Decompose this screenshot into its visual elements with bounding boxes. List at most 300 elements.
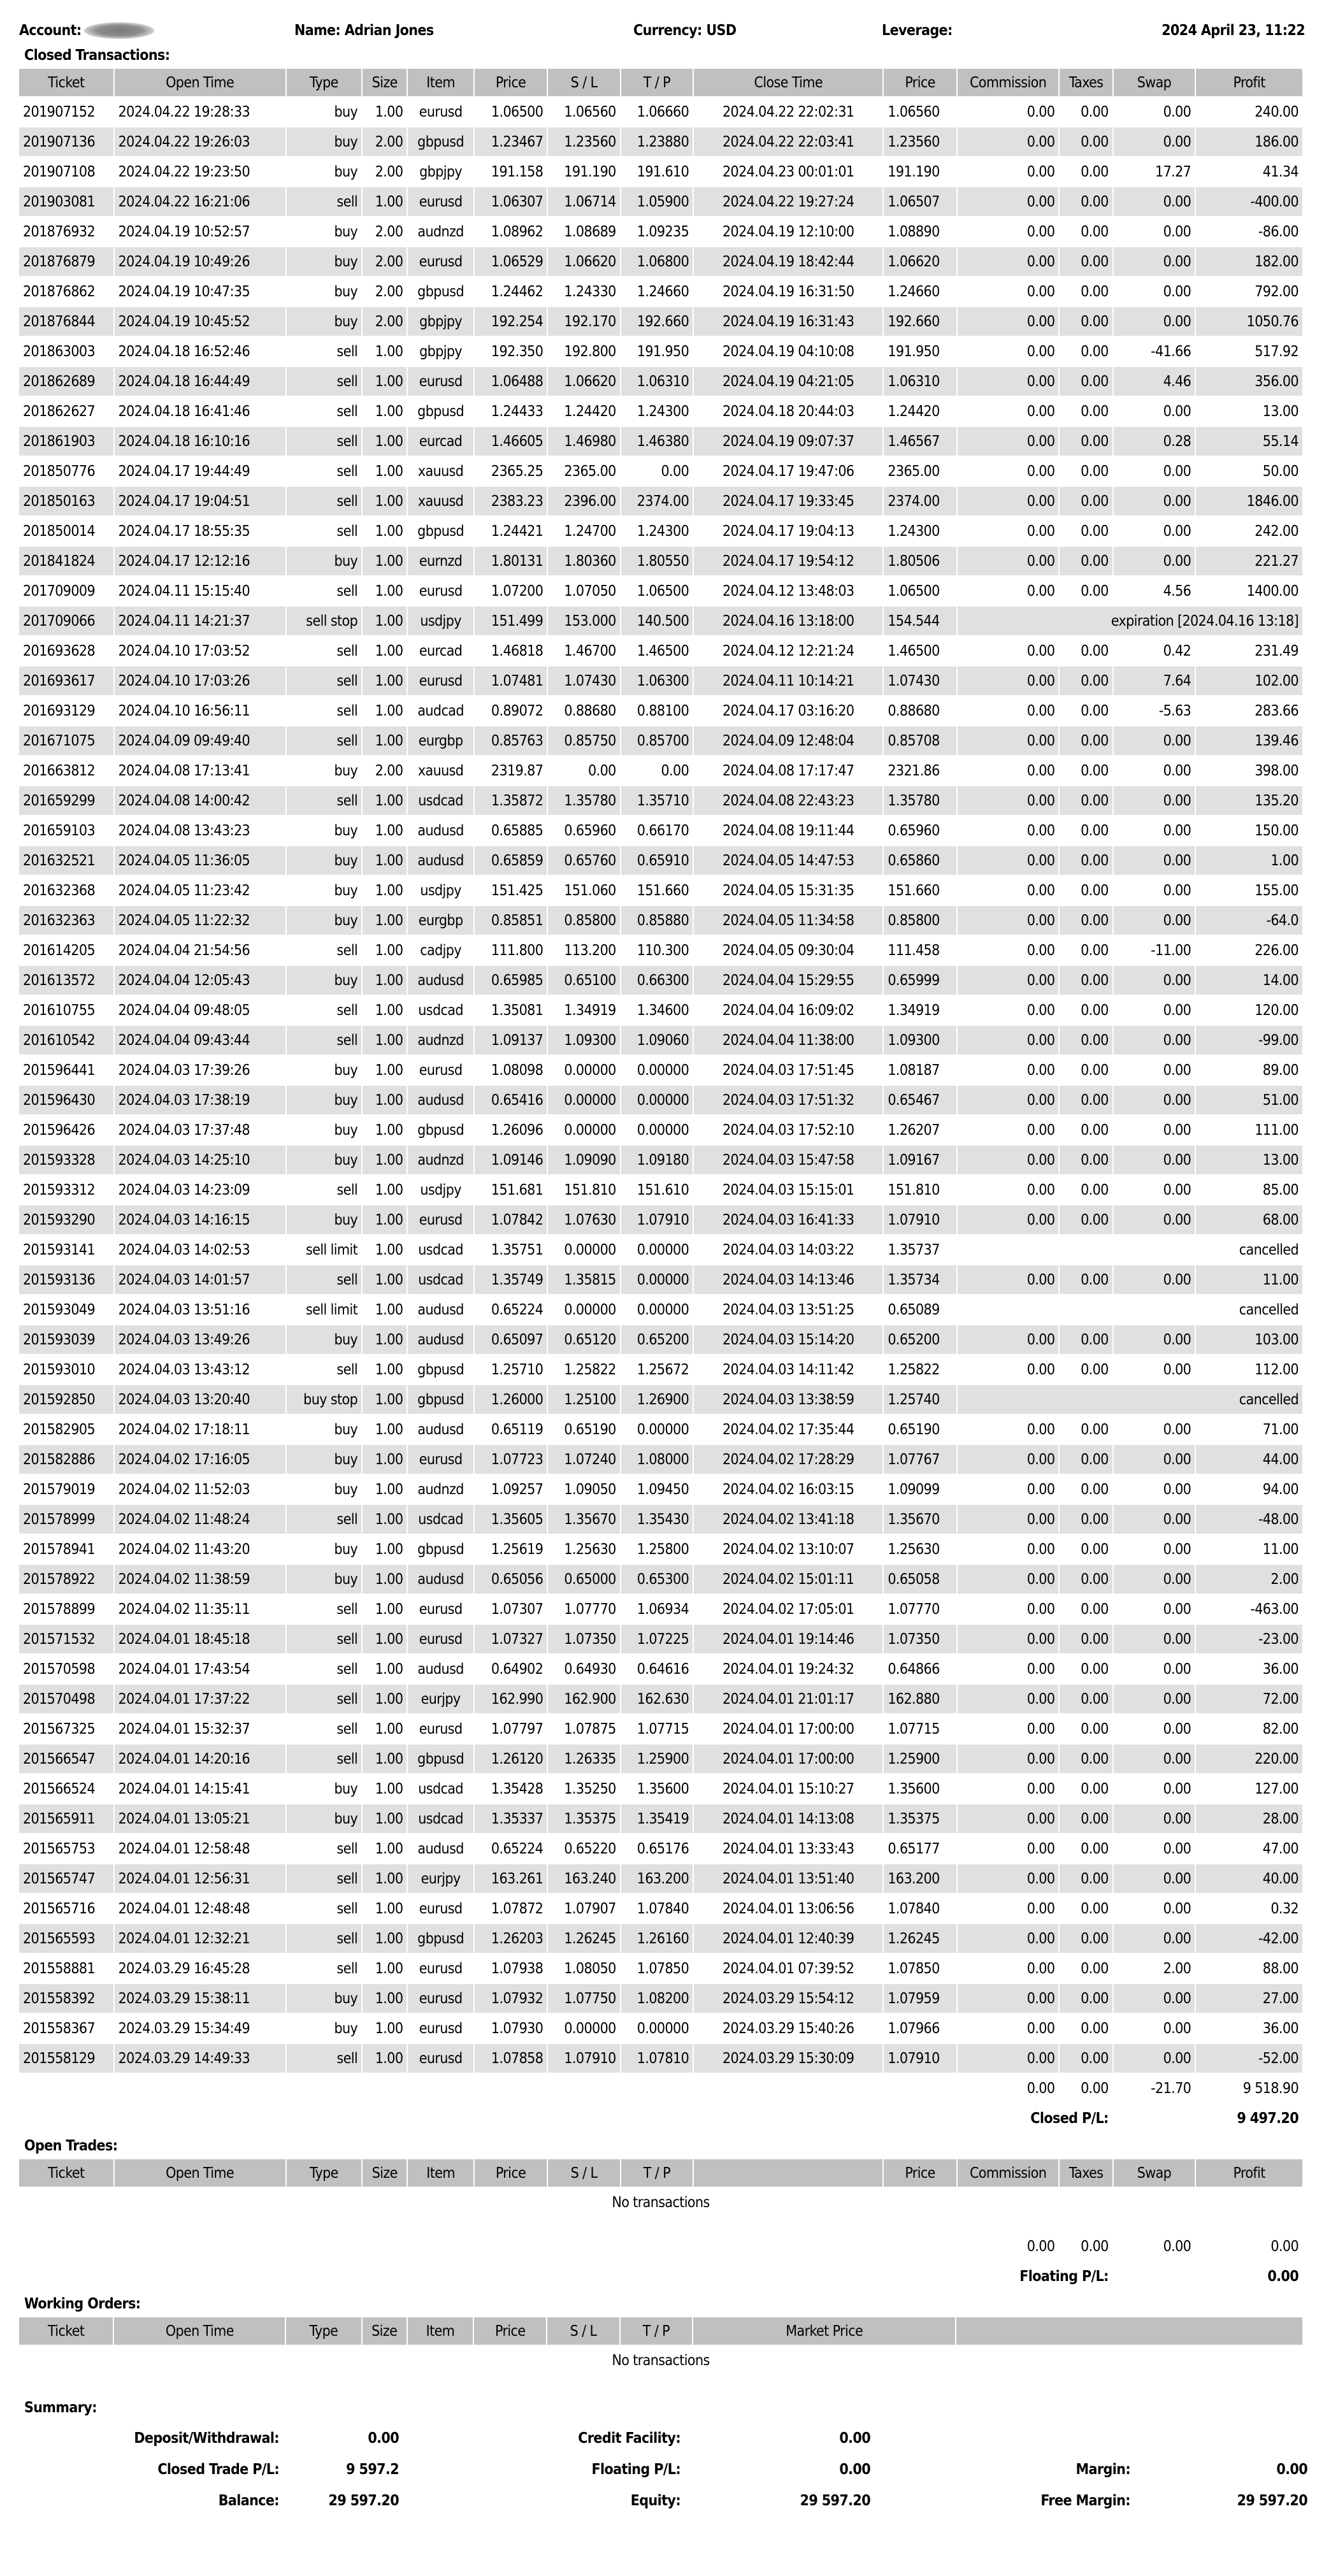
- cell-close-price: 1.25740: [884, 1385, 956, 1414]
- cell-stop-loss: 113.200: [564, 942, 616, 959]
- cell-taxes: 0.00: [1081, 283, 1109, 300]
- cell-ticket: 201850163: [19, 487, 113, 515]
- cell-open-time: 2024.04.02 11:43:20: [118, 1541, 250, 1558]
- cell-ticket: 201850776: [23, 463, 96, 480]
- transaction-row: [19, 1774, 1302, 1803]
- cell-commission: 0.00: [958, 1325, 1059, 1354]
- transaction-row: [19, 1325, 1302, 1354]
- cell-item: audusd: [408, 966, 473, 995]
- cell-ticket: 201659103: [23, 822, 96, 839]
- cell-close-price: 1.24300: [888, 522, 940, 540]
- cell-commission: 0.00: [1026, 1541, 1055, 1558]
- cell-close-time: 2024.04.12 13:48:03: [722, 582, 854, 600]
- closed-col-header: Type: [287, 69, 361, 96]
- cell-type: buy: [287, 307, 361, 336]
- closed-col-header: Price: [475, 69, 547, 96]
- cell-stop-loss: 0.00000: [564, 1301, 616, 1318]
- cell-stop-loss: 1.35375: [548, 1804, 619, 1833]
- cell-profit: 85.00: [1262, 1181, 1299, 1198]
- cell-ticket: 201632368: [23, 882, 96, 899]
- cell-swap: 0.00: [1114, 547, 1195, 575]
- cell-close-price: 154.544: [884, 607, 956, 635]
- cell-item: xauusd: [417, 762, 464, 779]
- cell-item: audusd: [417, 1421, 464, 1438]
- cell-ticket: 201709066: [19, 607, 113, 635]
- working-empty-row: [19, 2346, 1302, 2375]
- cell-profit: -64.0: [1196, 906, 1302, 935]
- cell-take-profit: 1.26900: [621, 1385, 693, 1414]
- cell-type: sell: [287, 187, 361, 216]
- cell-taxes: 0.00: [1060, 666, 1112, 695]
- cell-type: buy: [334, 1421, 358, 1438]
- cell-take-profit: 1.25800: [637, 1541, 689, 1558]
- open-table-header: [19, 2159, 1302, 2187]
- cell-item: eurusd: [419, 1601, 463, 1618]
- cell-taxes: 0.00: [1081, 1002, 1109, 1019]
- cell-close-time: 2024.04.11 10:14:21: [694, 666, 882, 695]
- cell-item: audnzd: [408, 1146, 473, 1174]
- cell-profit: 120.00: [1255, 1002, 1299, 1019]
- cell-commission: 0.00: [958, 1086, 1059, 1114]
- closed-transactions-title: Closed Transactions:: [24, 47, 170, 64]
- transaction-row: [19, 1984, 1302, 2013]
- cell-ticket: 201907108: [23, 163, 96, 180]
- cell-taxes: 0.00: [1081, 582, 1109, 600]
- cell-type: sell: [287, 487, 361, 515]
- cell-close-time: 2024.04.01 12:40:39: [694, 1924, 882, 1953]
- cell-open-time: 2024.04.03 13:43:12: [118, 1361, 250, 1378]
- cell-commission: 0.00: [1026, 522, 1055, 540]
- cell-stop-loss: 1.07630: [548, 1205, 619, 1234]
- balance-value: 29 597.20: [328, 2492, 399, 2509]
- cell-commission: 0.00: [958, 786, 1059, 815]
- cell-close-price: 0.65999: [884, 966, 956, 995]
- cell-take-profit: 110.300: [637, 942, 689, 959]
- cell-swap: 0.00: [1114, 1146, 1195, 1174]
- cell-profit: 71.00: [1262, 1421, 1299, 1438]
- cell-stop-loss: 0.88680: [564, 702, 616, 719]
- cell-type: sell: [287, 2044, 361, 2073]
- cell-taxes: 0.00: [1060, 1265, 1112, 1294]
- cell-commission: 0.00: [1026, 762, 1055, 779]
- cell-item: eurnzd: [408, 547, 473, 575]
- cell-type: sell: [287, 1745, 361, 1773]
- cell-taxes: 0.00: [1060, 1924, 1112, 1953]
- cell-close-price: 0.85708: [884, 726, 956, 755]
- cell-open-price: 1.24462: [491, 283, 543, 300]
- cell-open-time: 2024.04.01 12:48:48: [118, 1900, 250, 1917]
- cell-open-price: 1.08962: [491, 223, 543, 240]
- cell-size: 1.00: [363, 547, 407, 575]
- cell-open-price: 1.35605: [475, 1505, 547, 1534]
- cell-take-profit: 0.85700: [621, 726, 693, 755]
- cell-size: 1.00: [375, 1481, 403, 1498]
- cell-open-price: 1.23467: [475, 127, 547, 156]
- cell-take-profit: 1.34600: [637, 1002, 689, 1019]
- cell-commission: 0.00: [1026, 882, 1055, 899]
- cell-stop-loss: 1.09300: [548, 1026, 619, 1054]
- cell-close-price: 2374.00: [884, 487, 956, 515]
- cell-take-profit: 1.46380: [621, 427, 693, 456]
- cell-ticket: 201571532: [19, 1625, 113, 1653]
- cell-open-time: 2024.04.18 16:41:46: [118, 403, 250, 420]
- closed-table-header: [19, 69, 1302, 96]
- cell-swap: 0.00: [1163, 1002, 1191, 1019]
- cell-open-time: 2024.04.05 11:23:42: [118, 882, 250, 899]
- cell-item: audusd: [417, 1840, 464, 1857]
- cell-ticket: 201592850: [19, 1385, 113, 1414]
- cell-taxes: 0.00: [1060, 127, 1112, 156]
- cell-profit: -42.00: [1196, 1924, 1302, 1953]
- cell-item: usdcad: [408, 1505, 473, 1534]
- cell-open-time: 2024.04.08 13:43:23: [118, 822, 250, 839]
- cell-take-profit: 0.65176: [637, 1840, 689, 1857]
- cell-item: gbpusd: [408, 1745, 473, 1773]
- cell-close-price: 0.85800: [884, 906, 956, 935]
- cell-stop-loss: 0.85750: [548, 726, 619, 755]
- closed-col-header: Item: [408, 69, 473, 96]
- open-col-header: Type: [287, 2159, 361, 2187]
- cell-open-time: 2024.04.03 14:23:09: [118, 1181, 250, 1198]
- cell-take-profit: 1.35430: [621, 1505, 693, 1534]
- cell-close-time: 2024.04.22 22:02:31: [722, 103, 854, 120]
- cell-close-time: 2024.04.16 13:18:00: [694, 607, 882, 635]
- cell-type: sell: [287, 427, 361, 456]
- cell-profit: 82.00: [1262, 1720, 1299, 1738]
- closed-pl-row: [19, 2104, 1302, 2133]
- cell-take-profit: 191.950: [637, 343, 689, 360]
- cell-type: buy: [334, 1780, 358, 1797]
- cell-close-price: 1.07910: [884, 2044, 956, 2073]
- cell-ticket: 201558367: [23, 2020, 96, 2037]
- cell-stop-loss: 1.09050: [564, 1481, 616, 1498]
- cell-taxes: 0.00: [1081, 882, 1109, 899]
- cell-take-profit: 0.00000: [637, 1121, 689, 1139]
- cell-taxes: 0.00: [1081, 1960, 1109, 1977]
- open-total-swap: 0.00: [1163, 2238, 1191, 2255]
- cell-close-price: 1.25822: [888, 1361, 940, 1378]
- cell-take-profit: 1.07840: [637, 1900, 689, 1917]
- cell-open-price: 1.06529: [475, 247, 547, 276]
- cell-open-price: 0.65056: [475, 1565, 547, 1594]
- cell-commission: 0.00: [1026, 702, 1055, 719]
- cell-swap: 0.00: [1114, 247, 1195, 276]
- cell-open-price: 0.65859: [475, 846, 547, 875]
- cell-close-time: 2024.04.01 19:14:46: [694, 1625, 882, 1653]
- cell-ticket: 201578941: [23, 1541, 96, 1558]
- cell-open-time: 2024.04.05 11:36:05: [115, 846, 285, 875]
- cell-swap: 0.00: [1114, 487, 1195, 515]
- cell-close-time: 2024.04.02 13:10:07: [722, 1541, 854, 1558]
- cell-swap: 0.00: [1163, 1660, 1191, 1678]
- cell-item: eurusd: [419, 1061, 463, 1079]
- cell-open-price: 1.07723: [475, 1445, 547, 1474]
- cell-swap: 0.00: [1163, 1780, 1191, 1797]
- cell-close-price: 1.34919: [888, 1002, 940, 1019]
- cell-commission: 0.00: [958, 307, 1059, 336]
- cell-ticket: 201632363: [19, 906, 113, 935]
- cell-type: buy stop: [287, 1385, 361, 1414]
- cell-close-time: 2024.04.03 15:47:58: [694, 1146, 882, 1174]
- cell-taxes: 0.00: [1060, 846, 1112, 875]
- cell-profit: 155.00: [1255, 882, 1299, 899]
- cell-close-time: 2024.04.19 16:31:50: [722, 283, 854, 300]
- summary-row-3: [19, 2486, 1311, 2515]
- transaction-row: [19, 127, 1302, 156]
- transaction-row: [19, 1834, 1302, 1863]
- cell-stop-loss: 1.25100: [548, 1385, 619, 1414]
- cell-close-price: 0.65089: [888, 1301, 940, 1318]
- cell-close-price: 0.65960: [888, 822, 940, 839]
- cell-item: eurgbp: [408, 726, 473, 755]
- cell-stop-loss: 1.07240: [548, 1445, 619, 1474]
- cell-close-time: 2024.04.02 15:01:11: [694, 1565, 882, 1594]
- cell-open-price: 1.07200: [491, 582, 543, 600]
- open-empty-message: No transactions: [612, 2194, 710, 2211]
- cell-take-profit: 0.00000: [637, 1421, 689, 1438]
- cell-type: buy: [334, 2020, 358, 2037]
- cell-type: buy: [334, 1541, 358, 1558]
- closed-col-header: Taxes: [1060, 69, 1112, 96]
- cell-size: 1.00: [363, 487, 407, 515]
- transaction-row: [19, 1205, 1302, 1234]
- cell-open-price: 1.07930: [491, 2020, 543, 2037]
- cell-type: sell: [287, 1265, 361, 1294]
- cell-swap: 0.00: [1163, 1541, 1191, 1558]
- cell-swap: 0.00: [1163, 1181, 1191, 1198]
- cell-close-price: 0.65467: [884, 1086, 956, 1114]
- cell-profit: 1.00: [1196, 846, 1302, 875]
- cell-swap: 0.00: [1163, 283, 1191, 300]
- cell-ticket: 201570598: [23, 1660, 96, 1678]
- cell-open-time: 2024.04.01 12:58:48: [118, 1840, 250, 1857]
- cell-open-price: 0.85763: [475, 726, 547, 755]
- cell-ticket: 201558129: [19, 2044, 113, 2073]
- cell-profit: 47.00: [1262, 1840, 1299, 1857]
- cell-take-profit: 0.00000: [637, 1241, 689, 1258]
- cell-type: buy: [334, 1121, 358, 1139]
- cell-size: 1.00: [375, 1960, 403, 1977]
- cell-commission: 0.00: [958, 187, 1059, 216]
- cell-swap: 0.00: [1114, 1565, 1195, 1594]
- cell-ticket: 201876862: [23, 283, 96, 300]
- cell-take-profit: 0.00000: [637, 1061, 689, 1079]
- cell-size: 1.00: [363, 1205, 407, 1234]
- cell-commission: 0.00: [1026, 103, 1055, 120]
- cell-close-time: 2024.04.05 09:30:04: [722, 942, 854, 959]
- cell-close-time: 2024.04.03 14:13:46: [694, 1265, 882, 1294]
- cell-close-time: 2024.04.01 07:39:52: [722, 1960, 854, 1977]
- cell-type: sell: [336, 463, 358, 480]
- cell-item: eurusd: [408, 1984, 473, 2013]
- cell-type: sell: [287, 666, 361, 695]
- cell-take-profit: 0.00: [661, 463, 689, 480]
- cell-commission: 0.00: [1026, 1840, 1055, 1857]
- cell-ticket: 201579019: [23, 1481, 96, 1498]
- cell-close-price: 1.80506: [884, 547, 956, 575]
- transaction-row: [19, 816, 1302, 845]
- cell-close-time: 2024.04.17 03:16:20: [722, 702, 854, 719]
- cell-take-profit: 1.23880: [621, 127, 693, 156]
- cell-item: audusd: [408, 1325, 473, 1354]
- cell-close-price: 1.07767: [884, 1445, 956, 1474]
- open-col-header: [694, 2159, 882, 2187]
- closed-col-header: S / L: [548, 69, 619, 96]
- cell-close-price: 1.24660: [888, 283, 940, 300]
- transaction-row: [19, 786, 1302, 815]
- transaction-row: [19, 487, 1302, 515]
- cell-size: 1.00: [363, 786, 407, 815]
- cell-open-price: 0.89072: [491, 702, 543, 719]
- transaction-row: [19, 936, 1302, 965]
- cell-size: 1.00: [363, 1325, 407, 1354]
- cell-open-price: 1.07872: [491, 1900, 543, 1917]
- cell-size: 1.00: [375, 1601, 403, 1618]
- cell-open-price: 1.09257: [491, 1481, 543, 1498]
- cell-size: 1.00: [375, 1780, 403, 1797]
- cell-open-price: 1.35337: [475, 1804, 547, 1833]
- cell-commission: 0.00: [958, 1146, 1059, 1174]
- cell-open-time: 2024.04.17 18:55:35: [118, 522, 250, 540]
- open-col-header: Commission: [958, 2159, 1059, 2187]
- cell-type: buy: [287, 1565, 361, 1594]
- cell-swap: 0.00: [1114, 1745, 1195, 1773]
- cell-close-time: 2024.04.19 18:42:44: [694, 247, 882, 276]
- cell-ticket: 201558392: [19, 1984, 113, 2013]
- cell-profit: 89.00: [1262, 1061, 1299, 1079]
- cell-swap: 0.00: [1163, 522, 1191, 540]
- cell-take-profit: 1.06660: [637, 103, 689, 120]
- cell-close-time: 2024.04.18 20:44:03: [722, 403, 854, 420]
- cell-swap: 0.00: [1114, 1445, 1195, 1474]
- cell-stop-loss: 0.85800: [548, 906, 619, 935]
- cell-item: gbpusd: [408, 127, 473, 156]
- cell-taxes: 0.00: [1060, 1026, 1112, 1054]
- cell-type: sell: [287, 726, 361, 755]
- cell-type: sell: [336, 1002, 358, 1019]
- cell-close-time: 2024.04.01 13:33:43: [722, 1840, 854, 1857]
- cell-item: eurusd: [408, 666, 473, 695]
- cell-ticket: 201565716: [23, 1900, 96, 1917]
- cell-open-price: 1.06307: [475, 187, 547, 216]
- cell-swap: 0.00: [1163, 1720, 1191, 1738]
- cell-take-profit: 0.00000: [637, 2020, 689, 2037]
- cell-open-time: 2024.04.02 11:52:03: [118, 1481, 250, 1498]
- cell-stop-loss: 0.65960: [564, 822, 616, 839]
- cell-close-price: 2365.00: [888, 463, 940, 480]
- cell-open-price: 1.06488: [475, 367, 547, 396]
- cell-commission: 0.00: [958, 1505, 1059, 1534]
- cell-item: audusd: [417, 1660, 464, 1678]
- cell-open-time: 2024.04.01 18:45:18: [115, 1625, 285, 1653]
- cell-size: 1.00: [375, 522, 403, 540]
- cell-ticket: 201850014: [23, 522, 96, 540]
- cell-close-time: 2024.04.04 11:38:00: [694, 1026, 882, 1054]
- cell-stop-loss: 0.00000: [548, 1086, 619, 1114]
- cell-taxes: 0.00: [1060, 1445, 1112, 1474]
- cell-taxes: 0.00: [1081, 1481, 1109, 1498]
- transaction-row: [19, 1565, 1302, 1594]
- cell-stop-loss: 162.900: [548, 1685, 619, 1713]
- cell-close-time: 2024.04.08 22:43:23: [694, 786, 882, 815]
- cell-size: 1.00: [375, 103, 403, 120]
- cell-open-price: 2365.25: [491, 463, 543, 480]
- cell-take-profit: 1.09450: [637, 1481, 689, 1498]
- cell-open-price: 1.80131: [475, 547, 547, 575]
- cell-stop-loss: 192.170: [548, 307, 619, 336]
- cell-stop-loss: 1.07875: [564, 1720, 616, 1738]
- cell-profit: -86.00: [1258, 223, 1299, 240]
- cell-type: sell: [287, 1924, 361, 1953]
- cell-open-price: 1.46818: [491, 642, 543, 659]
- working-col-header: Open Time: [114, 2317, 285, 2345]
- cell-size: 1.00: [363, 1685, 407, 1713]
- cell-size: 1.00: [363, 966, 407, 995]
- cell-take-profit: 192.660: [621, 307, 693, 336]
- total-taxes: 0.00: [1081, 2080, 1109, 2097]
- cell-type: sell: [336, 1900, 358, 1917]
- cell-stop-loss: 1.25630: [564, 1541, 616, 1558]
- cell-item: eurusd: [408, 1205, 473, 1234]
- cell-stop-loss: 0.00000: [564, 1121, 616, 1139]
- working-orders-title: Working Orders:: [24, 2296, 141, 2312]
- cell-close-price: 1.26245: [884, 1924, 956, 1953]
- cell-commission: 0.00: [1026, 2020, 1055, 2037]
- cell-type: buy: [334, 882, 358, 899]
- cell-profit: 41.34: [1262, 163, 1299, 180]
- cell-type: sell: [287, 1685, 361, 1713]
- transaction-row: [19, 666, 1302, 695]
- cell-swap: 0.00: [1114, 726, 1195, 755]
- cell-profit: 111.00: [1255, 1121, 1299, 1139]
- cell-open-time: 2024.04.01 17:37:22: [115, 1685, 285, 1713]
- open-total-taxes: 0.00: [1081, 2238, 1109, 2255]
- deposit-label: Deposit/Withdrawal:: [134, 2429, 279, 2447]
- cell-open-time: 2024.04.18 16:10:16: [115, 427, 285, 456]
- cell-type: buy: [287, 966, 361, 995]
- cell-take-profit: 1.25672: [637, 1361, 689, 1378]
- closed-trade-pl-label: Closed Trade P/L:: [157, 2461, 279, 2478]
- cell-take-profit: 151.660: [637, 882, 689, 899]
- cell-close-price: 1.35375: [884, 1804, 956, 1833]
- cell-open-price: 1.35749: [475, 1265, 547, 1294]
- cell-open-price: 0.65885: [491, 822, 543, 839]
- cell-type: sell: [336, 1181, 358, 1198]
- cell-swap: 0.00: [1163, 1361, 1191, 1378]
- transaction-row: [19, 1355, 1302, 1384]
- cell-stop-loss: 1.08689: [564, 223, 616, 240]
- cell-take-profit: 1.07715: [637, 1720, 689, 1738]
- cell-taxes: 0.00: [1081, 1421, 1109, 1438]
- transaction-row: [19, 876, 1302, 905]
- cell-taxes: 0.00: [1081, 762, 1109, 779]
- summary-row-1: [19, 2423, 1311, 2453]
- cell-item: gbpjpy: [419, 163, 463, 180]
- cell-take-profit: 0.85880: [621, 906, 693, 935]
- cell-take-profit: 1.06934: [637, 1601, 689, 1618]
- cell-swap: 0.00: [1114, 846, 1195, 875]
- cell-commission: 0.00: [1026, 582, 1055, 600]
- open-col-header: Item: [408, 2159, 473, 2187]
- cell-size: 2.00: [375, 762, 403, 779]
- cell-close-time: 2024.04.04 16:09:02: [722, 1002, 854, 1019]
- cell-open-time: 2024.04.11 15:15:40: [118, 582, 250, 600]
- cell-type: buy: [334, 822, 358, 839]
- cell-stop-loss: 1.07430: [548, 666, 619, 695]
- cell-open-time: 2024.04.03 13:51:16: [118, 1301, 250, 1318]
- cell-open-price: 1.07842: [475, 1205, 547, 1234]
- cell-stop-loss: 1.09090: [548, 1146, 619, 1174]
